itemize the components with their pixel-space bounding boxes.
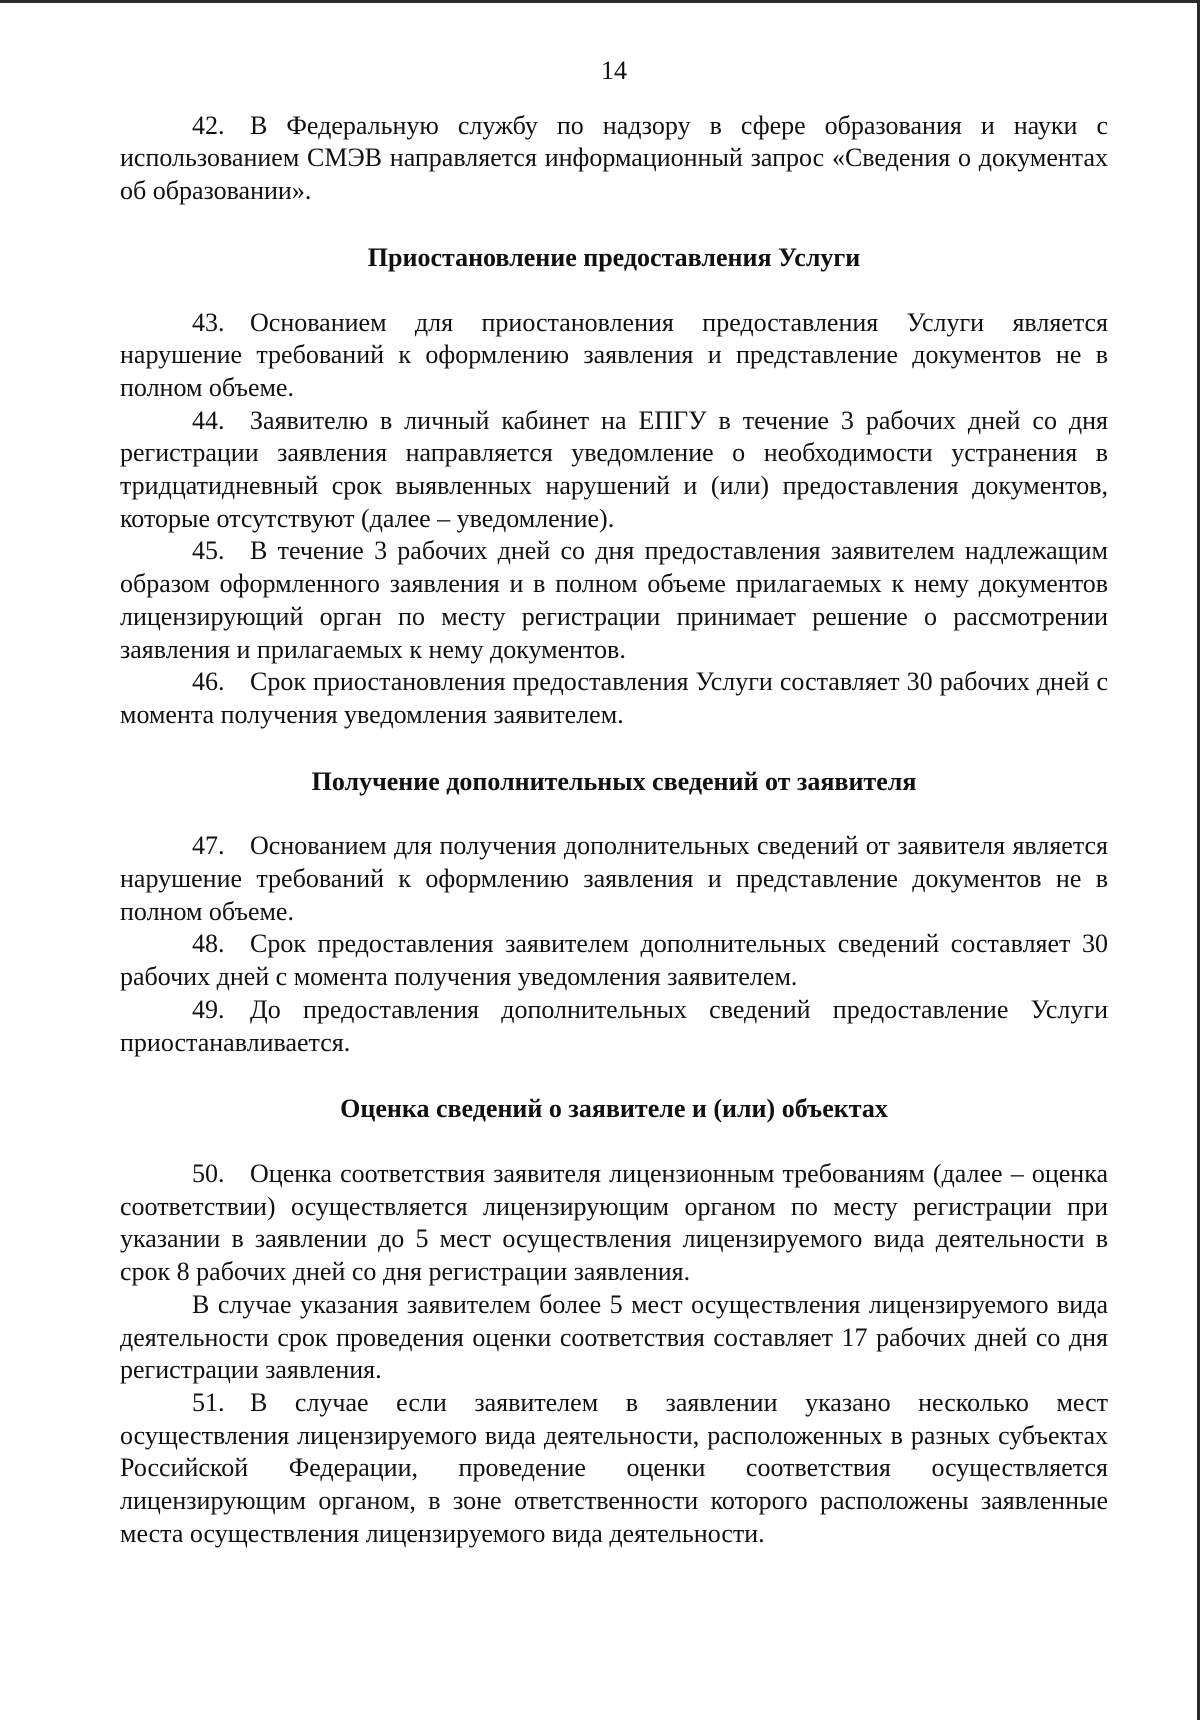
paragraph-number: 45. [192,536,225,566]
paragraph-50 [120,1158,1108,1289]
paragraph-43 [120,307,1108,405]
page-number: 14 [601,56,627,85]
paragraph-text: Основанием для получения дополнительных сведений от заявителя является нарушение требований к оформлению заявления и представление документов не в полном объеме. [120,831,1108,926]
paragraph-50-continued [120,1289,1108,1387]
paragraph-46 [120,666,1108,731]
paragraph-text: В случае если заявителем в заявлении указано несколько мест осуществления лицензируемого вида деятельности, расположенных в разных субъектах Российской Федерации, проведение оценки соответствия осуществляется лицензирующим органом, в зоне ответственности которого расположены заявленные места осуществления лицензируемого вида деятельности. [120,1387,1108,1548]
section-heading-additional-info: Получение дополнительных сведений от заявителя [311,766,917,796]
paragraph-number: 47. [192,831,225,861]
paragraph-text: В Федеральную службу по надзору в сфере образования и науки с использованием СМЭВ направляется информационный запрос «Сведения о документах об образовании». [120,110,1108,206]
section-heading-assessment: Оценка сведений о заявителе и (или) объектах [340,1094,888,1124]
paragraph-text: До предоставления дополнительных сведений предоставление Услуги приостанавливается. [120,994,1108,1057]
paragraph-text: Заявителю в личный кабинет на ЕПГУ в течение 3 рабочих дней со дня регистрации заявления направляется уведомление о необходимости устранения в тридцатидневный срок выявленных нарушений и (или) предоставления документов, которые отсутствуют (далее – уведомление). [120,405,1108,533]
paragraph-text: В случае указания заявителем более 5 мест осуществления лицензируемого вида деятельности срок проведения оценки соответствия составляет 17 рабочих дней со дня регистрации заявления. [120,1289,1108,1385]
paragraph-number: 50. [192,1158,225,1188]
paragraph-47 [120,830,1108,928]
paragraph-45 [120,535,1108,666]
paragraph-48 [120,928,1108,993]
paragraph-44 [120,405,1108,536]
paragraph-text: Оценка соответствия заявителя лицензионным требованиям (далее – оценка соответствии) осуществляется лицензирующим органом по месту регистрации при указании в заявлении до 5 мест осуществления лицензируемого вида деятельности в срок 8 рабочих дней со дня регистрации заявления. [120,1158,1108,1287]
paragraph-number: 43. [192,307,225,337]
section-heading-suspension: Приостановление предоставления Услуги [367,242,861,272]
paragraph-text: Основанием для приостановления предоставления Услуги является нарушение требований к оформлению заявления и представление документов не в полном объеме. [120,307,1108,402]
paragraph-number: 48. [192,929,225,959]
paragraph-number: 44. [192,405,225,435]
paragraph-51 [120,1387,1108,1551]
paragraph-49 [120,994,1108,1059]
page-content [120,55,1108,1550]
paragraph-text: Срок предоставления заявителем дополнительных сведений составляет 30 рабочих дней с момента получения уведомления заявителем. [120,929,1108,992]
paragraph-number: 49. [192,994,225,1024]
paragraph-text: В течение 3 рабочих дней со дня предоставления заявителем надлежащим образом оформленного заявления и в полном объеме прилагаемых к нему документов лицензирующий орган по месту регистрации принимает решение о рассмотрении заявления и прилагаемых к нему документов. [120,536,1108,664]
paragraph-number: 51. [192,1387,225,1417]
paragraph-42 [120,110,1108,208]
paragraph-text: Срок приостановления предоставления Услуги составляет 30 рабочих дней с момента получения уведомления заявителем. [120,667,1108,729]
paragraph-number: 46. [192,667,225,697]
paragraph-number: 42. [192,110,225,140]
